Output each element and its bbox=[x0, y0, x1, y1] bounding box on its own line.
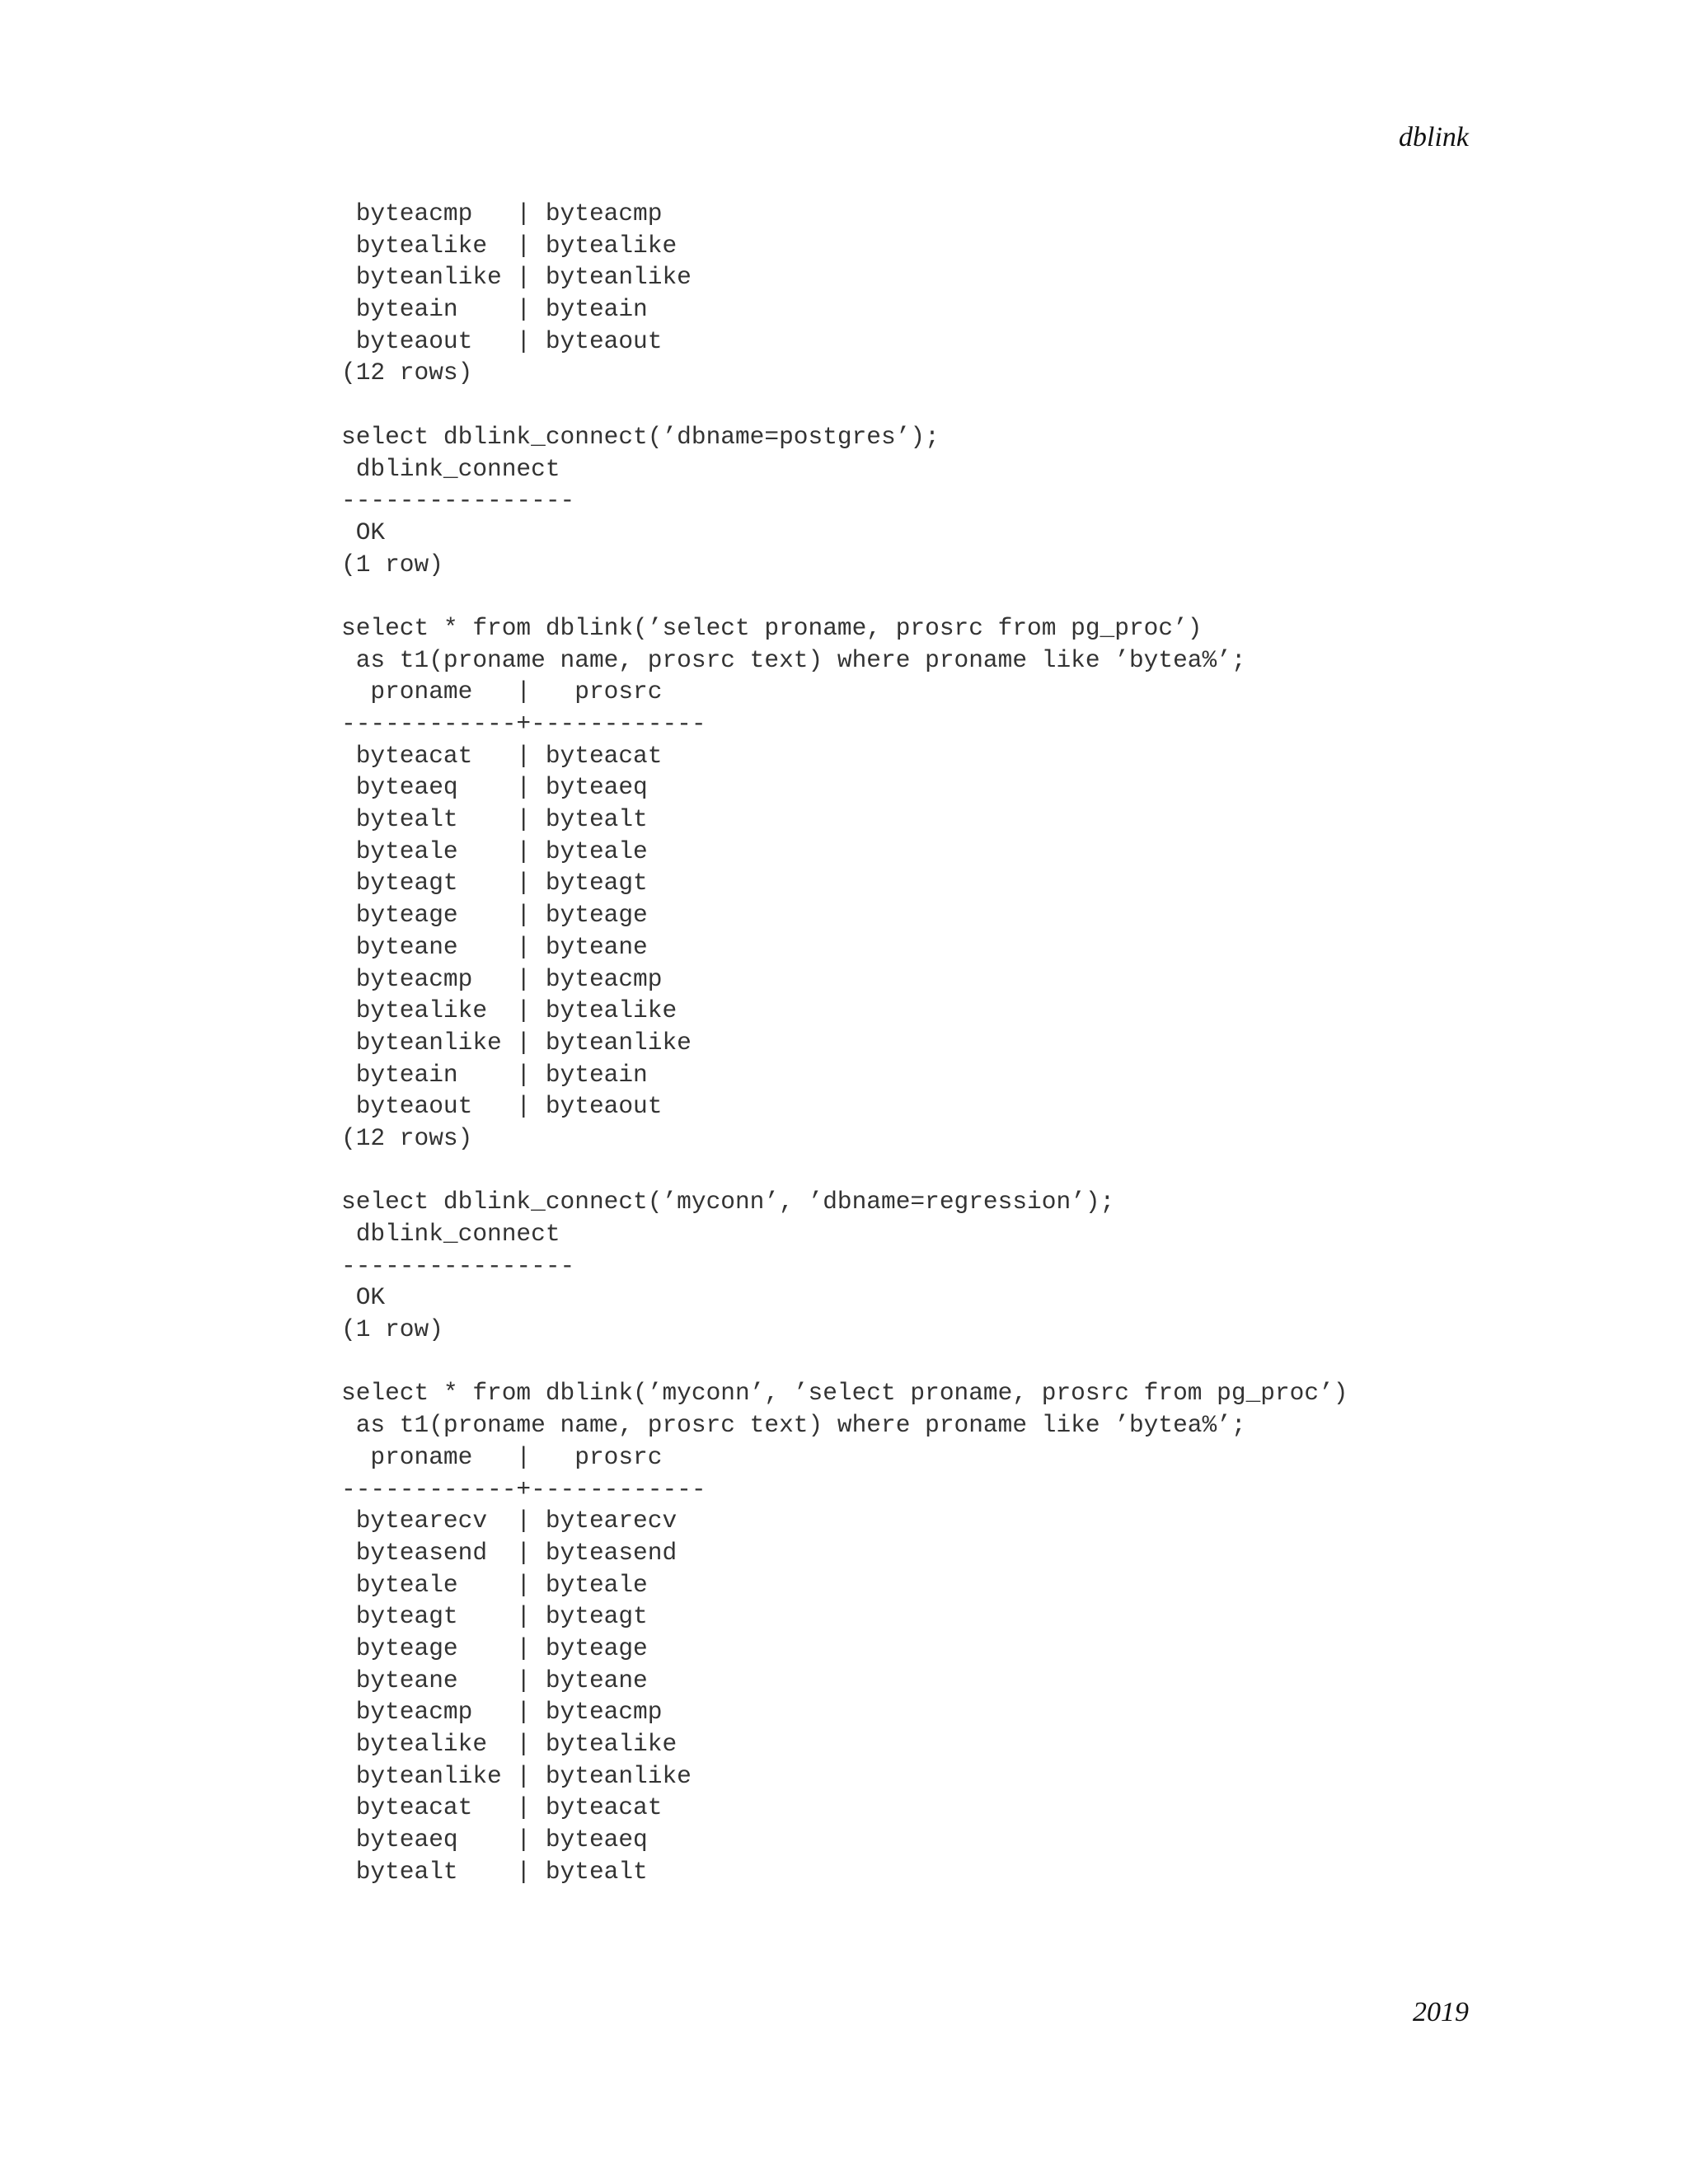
code-line: select * from dblink(’myconn’, ’select proname, prosrc from pg_proc’) bbox=[341, 1379, 1348, 1408]
code-line: select dblink_connect(’myconn’, ’dbname=regression’); bbox=[341, 1188, 1115, 1216]
code-line: bytealike | bytealike bbox=[341, 996, 678, 1025]
code-line: byteale | byteale bbox=[341, 1570, 648, 1599]
code-line: byteacat | byteacat bbox=[341, 741, 663, 770]
code-line: as t1(proname name, prosrc text) where proname like ’bytea%’; bbox=[341, 1411, 1246, 1440]
code-line: byteain | byteain bbox=[341, 1060, 648, 1089]
code-line: byteanlike | byteanlike bbox=[341, 1028, 692, 1057]
code-line: byteale | byteale bbox=[341, 837, 648, 865]
code-line bbox=[341, 580, 1348, 612]
running-header: dblink bbox=[1399, 122, 1469, 152]
page-number: 2019 bbox=[1413, 1997, 1469, 2027]
code-line: byteaeq | byteaeq bbox=[341, 773, 648, 802]
code-line: byteaout | byteaout bbox=[341, 326, 663, 355]
code-line: byteagt | byteagt bbox=[341, 1602, 648, 1631]
code-line: byteagt | byteagt bbox=[341, 869, 648, 898]
code-line: byteane | byteane bbox=[341, 1666, 648, 1694]
code-line: byteage | byteage bbox=[341, 1633, 648, 1662]
code-line: (12 rows) bbox=[341, 359, 473, 387]
code-line: ------------+------------ bbox=[341, 1474, 706, 1503]
code-line: byteanlike | byteanlike bbox=[341, 263, 692, 292]
code-line: dblink_connect bbox=[341, 1220, 560, 1248]
code-line: bytealt | bytealt bbox=[341, 805, 648, 834]
code-listing bbox=[341, 198, 1348, 1887]
code-line: proname | prosrc bbox=[341, 677, 663, 706]
code-line: byteacat | byteacat bbox=[341, 1793, 663, 1822]
code-line: byteacmp | byteacmp bbox=[341, 964, 663, 993]
code-line: byteacmp | byteacmp bbox=[341, 199, 663, 227]
code-line: OK bbox=[341, 1283, 386, 1312]
code-line: OK bbox=[341, 518, 386, 546]
code-line: byteaout | byteaout bbox=[341, 1092, 663, 1121]
code-line: byteaeq | byteaeq bbox=[341, 1825, 648, 1854]
code-line: bytealt | bytealt bbox=[341, 1857, 648, 1886]
code-line: as t1(proname name, prosrc text) where proname like ’bytea%’; bbox=[341, 645, 1246, 674]
code-line: ------------+------------ bbox=[341, 710, 706, 738]
code-line bbox=[341, 1346, 1348, 1378]
code-line: dblink_connect bbox=[341, 454, 560, 483]
code-line: (1 row) bbox=[341, 550, 443, 579]
code-line: byteane | byteane bbox=[341, 932, 648, 961]
code-line: select dblink_connect(’dbname=postgres’); bbox=[341, 422, 940, 451]
code-line: byteage | byteage bbox=[341, 901, 648, 930]
code-line bbox=[341, 1155, 1348, 1187]
code-line: bytealike | bytealike bbox=[341, 231, 678, 260]
code-line bbox=[341, 389, 1348, 421]
code-line: bytealike | bytealike bbox=[341, 1730, 678, 1758]
code-line: byteasend | byteasend bbox=[341, 1538, 678, 1567]
code-line: byteain | byteain bbox=[341, 295, 648, 324]
code-line: byteacmp | byteacmp bbox=[341, 1698, 663, 1727]
code-line: select * from dblink(’select proname, prosrc from pg_proc’) bbox=[341, 613, 1203, 642]
code-line: bytearecv | bytearecv bbox=[341, 1507, 678, 1535]
code-line: ---------------- bbox=[341, 486, 575, 515]
code-line: (12 rows) bbox=[341, 1123, 473, 1152]
code-line: byteanlike | byteanlike bbox=[341, 1761, 692, 1790]
code-line: (1 row) bbox=[341, 1315, 443, 1344]
code-line: ---------------- bbox=[341, 1251, 575, 1280]
code-line: proname | prosrc bbox=[341, 1442, 663, 1471]
